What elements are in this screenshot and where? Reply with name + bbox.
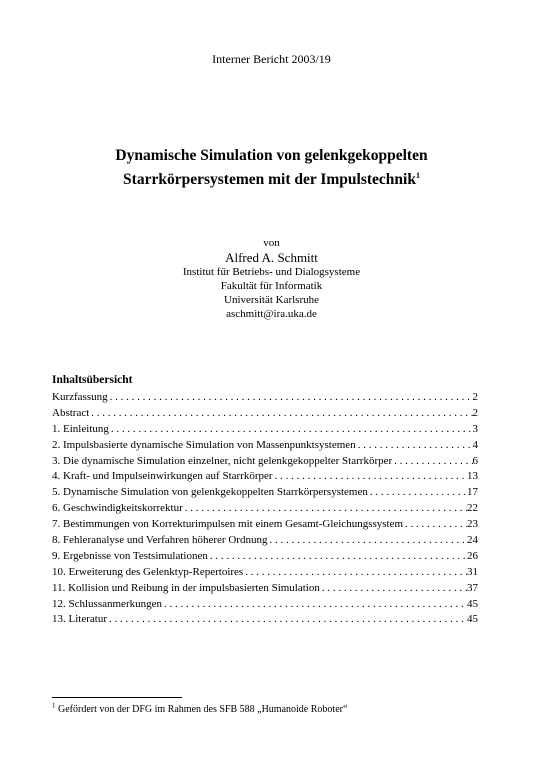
toc-entry-title: 2. Impulsbasierte dynamische Simulation von Massenpunktsystemen	[52, 438, 356, 451]
toc-entry-page: 37	[467, 581, 478, 594]
toc-entry	[52, 534, 478, 550]
toc-entry-title: 9. Ergebnisse von Testsimulationen	[52, 549, 208, 562]
toc-entry-page: 3	[472, 422, 478, 435]
toc-entry	[52, 598, 478, 614]
footnote-marker: 1	[52, 701, 56, 710]
toc-leader-dots	[368, 486, 467, 498]
toc-entry-page: 23	[467, 518, 478, 531]
toc-leader-dots	[183, 502, 467, 514]
toc-entry	[52, 566, 478, 582]
toc-entry-page: 2	[472, 406, 478, 419]
toc-entry	[52, 613, 478, 629]
author-name: Alfred A. Schmitt	[225, 250, 318, 265]
toc-entry	[52, 391, 478, 407]
toc-entry-page: 13	[467, 470, 478, 483]
toc-leader-dots	[403, 518, 467, 530]
toc-leader-dots	[107, 613, 467, 625]
toc-entry-title: 7. Bestimmungen von Korrekturimpulsen mit einem Gesamt-Gleichungssystem	[52, 518, 404, 531]
toc-entry	[52, 550, 478, 566]
toc-entry-page: 24	[467, 534, 478, 547]
toc-leader-dots	[89, 407, 472, 419]
toc-entry	[52, 470, 478, 486]
toc-entry-title: 4. Kraft- und Impulseinwirkungen auf Starrkörper	[52, 470, 273, 483]
toc-entry	[52, 423, 478, 439]
toc-leader-dots	[273, 470, 467, 482]
toc-entry	[52, 455, 478, 471]
toc-entry-title: Abstract	[52, 406, 90, 419]
toc-entry-page: 4	[472, 438, 478, 451]
toc-entry	[52, 582, 478, 598]
author-faculty: Fakultät für Informatik	[220, 280, 323, 292]
toc-entry-title: 1. Einleitung	[52, 422, 109, 435]
toc-leader-dots	[267, 534, 467, 546]
toc-entry	[52, 518, 478, 534]
toc-entry	[52, 502, 478, 518]
toc-entry	[52, 407, 478, 423]
toc-entry-title: 10. Erweiterung des Gelenktyp-Repertoires	[52, 565, 244, 578]
toc-entry-title: 3. Die dynamische Simulation einzelner, nicht gelenkgekoppelter Starrkörper	[52, 454, 393, 467]
toc-entry-page: 45	[467, 597, 478, 610]
report-number: Interner Bericht 2003/19	[212, 52, 331, 66]
toc-entry-page: 17	[467, 486, 478, 499]
toc-leader-dots	[108, 391, 473, 403]
toc-leader-dots	[162, 598, 467, 610]
toc-leader-dots	[243, 566, 467, 578]
toc-entry-page: 22	[467, 502, 478, 515]
toc-leader-dots	[320, 582, 467, 594]
toc-entry-title: 5. Dynamische Simulation von gelenkgekoppelten Starrkörpersystemen	[52, 486, 368, 499]
toc-leader-dots	[356, 439, 473, 451]
toc-leader-dots	[392, 455, 472, 467]
toc-entry-title: 11. Kollision und Reibung in der impulsbasierten Simulation	[52, 581, 320, 594]
document-title-line-2-text: Starrkörpersystemen mit der Impulstechnik	[123, 171, 416, 188]
footnote-text: Gefördert von der DFG im Rahmen des SFB 588 „Humanoide Roboter“	[58, 704, 348, 715]
toc-entry-title: 12. Schlussanmerkungen	[52, 597, 162, 610]
toc-entry-title: 6. Geschwindigkeitskorrektur	[52, 502, 183, 515]
document-title-line-2	[0, 171, 543, 189]
toc-entry	[52, 486, 478, 502]
title-footnote-marker: 1	[415, 170, 420, 180]
toc-entry-title: 13. Literatur	[52, 613, 107, 626]
toc-entry-page: 26	[467, 549, 478, 562]
toc-entry-title: Kurzfassung	[52, 391, 108, 403]
author-institute: Institut für Betriebs- und Dialogsysteme	[182, 266, 361, 278]
table-of-contents	[52, 391, 478, 629]
document-title-line-1: Dynamische Simulation von gelenkgekoppelten	[115, 147, 428, 164]
toc-entry-title: 8. Fehleranalyse und Verfahren höherer Ordnung	[52, 534, 268, 547]
author-by: von	[263, 237, 280, 249]
toc-entry-page: 45	[467, 613, 478, 626]
author-university: Universität Karlsruhe	[224, 294, 319, 306]
toc-entry-page: 31	[467, 565, 478, 578]
toc-heading: Inhaltsübersicht	[52, 374, 133, 386]
author-block	[0, 236, 543, 321]
toc-entry-page: 6	[472, 454, 478, 467]
toc-leader-dots	[208, 550, 467, 562]
toc-entry	[52, 439, 478, 455]
toc-leader-dots	[109, 423, 473, 435]
author-email: aschmitt@ira.uka.de	[226, 308, 317, 320]
footnote	[52, 701, 348, 715]
toc-entry-page: 2	[472, 391, 478, 403]
footnote-divider	[52, 697, 182, 698]
